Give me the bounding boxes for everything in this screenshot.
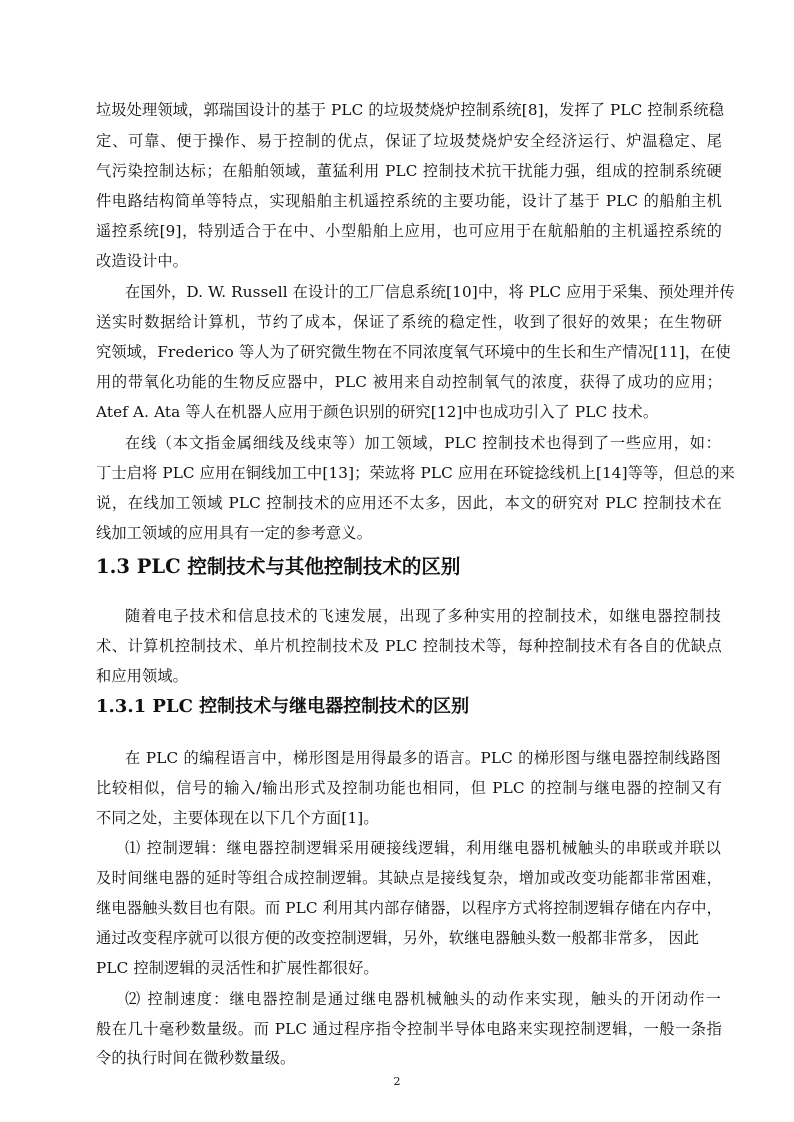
paragraph-line: 在国外，D. W. Russell 在设计的工厂信息系统[10]中，将 PLC 应用于采集、预处理并传 [125, 283, 735, 301]
paragraph-line: 在 PLC 的编程语言中，梯形图是用得最多的语言。PLC 的梯形图与继电器控制线路图 [125, 749, 721, 767]
paragraph-line: ⑴ 控制逻辑：继电器控制逻辑采用硬接线逻辑，利用继电器机械触头的串联或并联以 [125, 839, 721, 857]
paragraph-line: 遥控系统[9]，特别适合于在中、小型船舶上应用，也可应用于在航船舶的主机遥控系统的 [96, 222, 722, 240]
subsection-heading: 1.3.1 PLC 控制技术与继电器控制技术的区别 [96, 696, 470, 717]
paragraph-line: 般在几十毫秒数量级。而 PLC 通过程序指令控制半导体电路来实现控制逻辑，一般一条指 [96, 1020, 722, 1038]
page-number: 2 [393, 1075, 401, 1088]
paragraph-line: 术、计算机控制技术、单片机控制技术及 PLC 控制技术等，每种控制技术有各自的优缺点 [96, 637, 722, 655]
paragraph-line: 定、可靠、便于操作、易于控制的优点，保证了垃圾焚烧炉安全经济运行、炉温稳定、尾 [96, 132, 722, 150]
paragraph-line: 垃圾处理领域，郭瑞国设计的基于 PLC 的垃圾焚烧炉控制系统[8]，发挥了 PLC 控制系统稳 [96, 101, 725, 119]
paragraph-line: 通过改变程序就可以很方便的改变控制逻辑，另外，软继电器触头数一般都非常多， 因此 [96, 929, 700, 947]
paragraph-line: 随着电子技术和信息技术的飞速发展，出现了多种实用的控制技术，如继电器控制技 [125, 607, 721, 625]
paragraph-line: 改造设计中。 [96, 252, 189, 270]
paragraph-line: 气污染控制达标；在船舶领域，董猛利用 PLC 控制技术抗干扰能力强，组成的控制系统硬 [96, 162, 722, 180]
paragraph-line: 用的带氧化功能的生物反应器中，PLC 被用来自动控制氧气的浓度，获得了成功的应用； [96, 373, 722, 391]
paragraph-line: PLC 控制逻辑的灵活性和扩展性都很好。 [96, 959, 379, 977]
paragraph-line: 线加工领域的应用具有一定的参考意义。 [96, 524, 373, 542]
paragraph-line: 及时间继电器的延时等组合成控制逻辑。其缺点是接线复杂，增加或改变功能都非常困难， [96, 869, 722, 887]
paragraph-line: 和应用领域。 [96, 667, 189, 685]
paragraph-line: 究领域，Frederico 等人为了研究微生物在不同浓度氧气环境中的生长和生产情况[11]，在使 [96, 343, 731, 361]
paragraph-line: 在线（本文指金属细线及线束等）加工领域，PLC 控制技术也得到了一些应用，如： [125, 434, 721, 452]
paragraph-line: 不同之处，主要体现在以下几个方面[1]。 [96, 809, 379, 827]
paragraph-line: 送实时数据给计算机，节约了成本，保证了系统的稳定性，收到了很好的效果；在生物研 [96, 313, 722, 331]
paragraph-line: Atef A. Ata 等人在机器人应用于颜色识别的研究[12]中也成功引入了 PLC 技术。 [96, 403, 659, 421]
paragraph-line: 比较相似，信号的输入/输出形式及控制功能也相同，但 PLC 的控制与继电器的控制又有 [96, 779, 722, 797]
paragraph-line: 丁士启将 PLC 应用在铜线加工中[13]；荣竑将 PLC 应用在环锭捻线机上[14]等等，但总的来 [96, 464, 736, 482]
paragraph-line: 件电路结构简单等特点，实现船舶主机遥控系统的主要功能，设计了基于 PLC 的船舶主机 [96, 192, 722, 210]
paragraph-line: 令的执行时间在微秒数量级。 [96, 1049, 296, 1067]
paragraph-line: ⑵ 控制速度：继电器控制是通过继电器机械触头的动作来实现，触头的开闭动作一 [125, 990, 721, 1008]
section-heading: 1.3 PLC 控制技术与其他控制技术的区别 [96, 555, 461, 578]
paragraph-line: 继电器触头数目也有限。而 PLC 利用其内部存储器，以程序方式将控制逻辑存储在内存中， [96, 899, 722, 917]
paragraph-line: 说，在线加工领域 PLC 控制技术的应用还不太多，因此，本文的研究对 PLC 控制技术在 [96, 494, 722, 512]
